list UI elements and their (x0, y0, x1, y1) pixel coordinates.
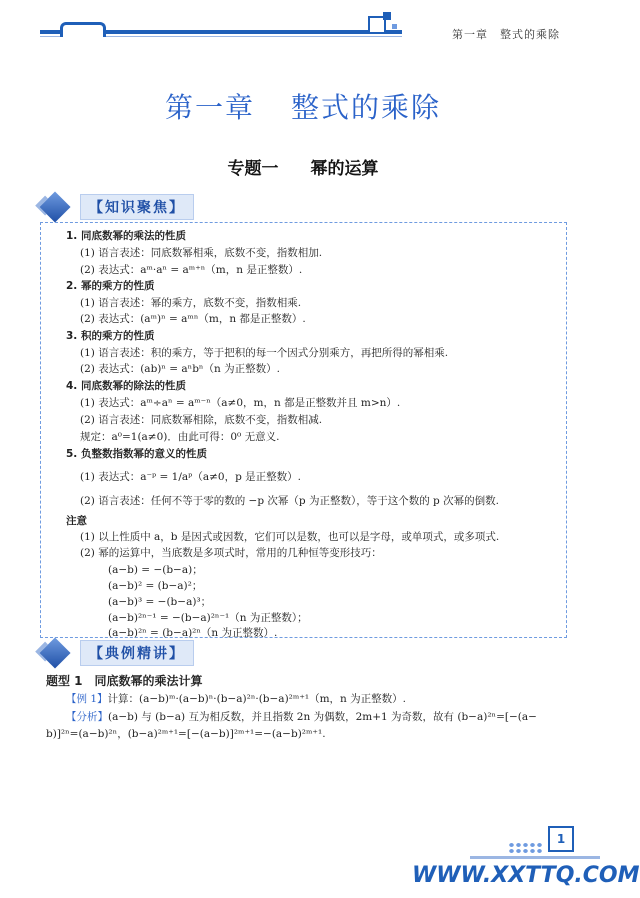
analysis-text-1: (a−b) 与 (b−a) 互为相反数，并且指数 2n 为偶数，2m+1 为奇数，故有 (b−a)²ⁿ=[−(a− (108, 711, 537, 723)
identity-2: (a−b)² = (b−a)²； (108, 580, 203, 592)
property-4-line-3: 规定：a⁰=1(a≠0)．由此可得：0⁰ 无意义. (80, 431, 280, 443)
note-title: 注意 (66, 515, 87, 527)
example-1-text: 计算：(a−b)ᵐ·(a−b)ⁿ·(b−a)²ⁿ·(b−a)²ᵐ⁺¹（m，n 为正整数）. (107, 693, 406, 705)
property-1-title: 1. 同底数幂的乘法的性质 (66, 230, 186, 242)
header-wave-decoration (60, 22, 106, 37)
footer-dots-decoration (508, 842, 544, 854)
topic-number: 专题一 (227, 159, 279, 179)
property-5-line-2: (2) 语言表述：任何不等于零的数的 −p 次幂（p 为正整数），等于这个数的 p 次幂的倒数. (80, 495, 499, 507)
note-line-2: (2) 幂的运算中，当底数是多项式时，常用的几种恒等变形技巧： (80, 547, 382, 559)
identity-4: (a−b)²ⁿ⁻¹ = −(b−a)²ⁿ⁻¹（n 为正整数）； (108, 612, 308, 624)
analysis-tag: 【分析】 (66, 711, 108, 723)
property-1-line-2: (2) 表达式：aᵐ·aⁿ = aᵐ⁺ⁿ（m，n 是正整数）. (80, 264, 303, 276)
property-1-line-1: (1) 语言表述：同底数幂相乘，底数不变，指数相加. (80, 247, 323, 259)
section-focus-label: 【知识聚焦】 (80, 194, 194, 220)
section-examples-label: 【典例精讲】 (80, 640, 194, 666)
header-square-small-icon (383, 12, 391, 20)
property-5-line-1: (1) 表达式：a⁻ᵖ = 1/aᵖ（a≠0，p 是正整数）. (80, 471, 301, 483)
property-3-line-1: (1) 语言表述：积的乘方，等于把积的每一个因式分别乘方，再把所得的幂相乘. (80, 347, 449, 359)
running-title: 第一章 整式的乘除 (452, 28, 560, 41)
watermark: WWW.XXTTQ.COM (412, 863, 640, 888)
analysis-line-1 (66, 710, 537, 724)
property-5-title: 5. 负整数指数幂的意义的性质 (66, 448, 207, 460)
section-focus-header (40, 194, 194, 220)
property-2-title: 2. 幂的乘方的性质 (66, 280, 155, 292)
property-4-line-2: (2) 语言表述：同底数幂相除，底数不变，指数相减. (80, 414, 323, 426)
page-number: 1 (548, 826, 574, 852)
identity-5: (a−b)²ⁿ = (b−a)²ⁿ（n 为正整数）. (108, 627, 278, 639)
property-3-title: 3. 积的乘方的性质 (66, 330, 155, 342)
property-4-title: 4. 同底数幂的除法的性质 (66, 380, 186, 392)
property-4-line-1: (1) 表达式：aᵐ÷aⁿ = aᵐ⁻ⁿ（a≠0，m，n 都是正整数并且 m>n）. (80, 397, 401, 409)
chapter-name: 整式的乘除 (291, 91, 442, 124)
chapter-number: 第一章 (164, 91, 255, 124)
diamond-icon (39, 637, 70, 668)
chapter-title (0, 86, 606, 126)
analysis-line-2: b)]²ⁿ=(a−b)²ⁿ，(b−a)²ᵐ⁺¹=[−(a−b)]²ᵐ⁺¹=−(a−b)²ᵐ⁺¹. (46, 728, 326, 740)
question-type-1-title: 题型 1 同底数幂的乘法计算 (46, 674, 203, 688)
section-examples-header (40, 640, 194, 666)
example-1 (66, 692, 406, 706)
footer-rule (470, 856, 600, 859)
topic-title (0, 154, 606, 179)
header-square-tiny-icon (392, 24, 397, 29)
example-1-tag: 【例 1】 (66, 693, 108, 705)
identity-3: (a−b)³ = −(b−a)³； (108, 596, 212, 608)
diamond-icon (39, 191, 70, 222)
note-line-1: (1) 以上性质中 a，b 是因式或因数，它们可以是数，也可以是字母，或单项式，或多项式. (80, 531, 500, 543)
property-2-line-2: (2) 表达式：(aᵐ)ⁿ = aᵐⁿ（m，n 都是正整数）. (80, 313, 306, 325)
property-2-line-1: (1) 语言表述：幂的乘方，底数不变，指数相乘. (80, 297, 302, 309)
identity-1: (a−b) = −(b−a)； (108, 564, 203, 576)
property-3-line-2: (2) 表达式：(ab)ⁿ = aⁿbⁿ（n 为正整数）. (80, 363, 280, 375)
topic-name: 幂的运算 (310, 159, 379, 179)
